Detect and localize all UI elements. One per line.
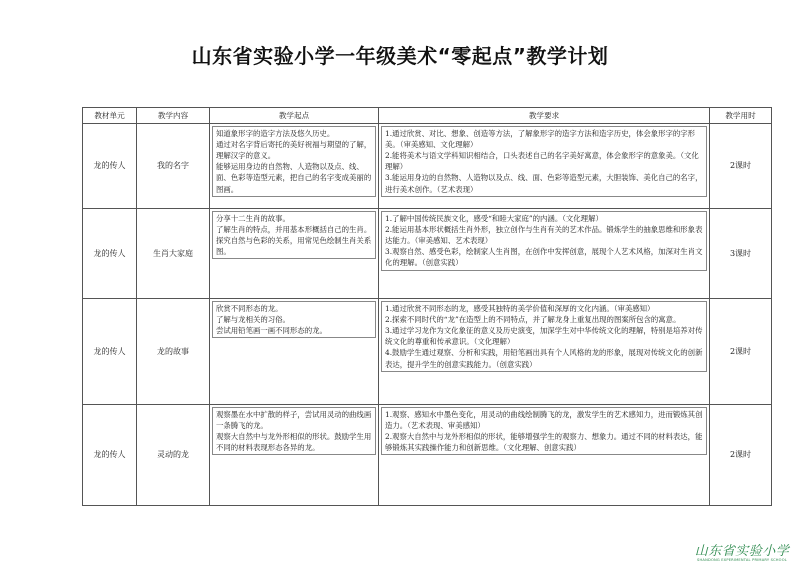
start-line: 分享十二生肖的故事。 <box>216 214 290 223</box>
time-cell: 2课时 <box>710 124 772 209</box>
header-content: 教学内容 <box>137 108 210 124</box>
unit-cell: 龙的传人 <box>83 299 137 405</box>
requirement-line: 2.能将美术与语文学科知识相结合，口头表述自己的名字美好寓意，体会象形字的意象美。（文化理解） <box>385 151 699 172</box>
school-logo-en: SHANDONG EXPERIMENTAL PRIMARY SCHOOL <box>697 558 787 562</box>
table-row <box>83 299 772 405</box>
start-line: 探究自然与色彩的关系，用常见色绘制生肖关系图。 <box>216 236 372 257</box>
header-start: 教学起点 <box>210 108 379 124</box>
school-logo <box>692 540 792 562</box>
start-line: 能够运用身边的自然物、人造物以及点、线、面、色彩等造型元素，把自己的名字变成美丽的图画。 <box>216 162 372 194</box>
start-line: 通过对名字背后寄托的美好祝福与期望的了解，理解汉字的意义。 <box>216 140 372 161</box>
teaching-plan-table <box>82 107 772 506</box>
start-line: 知道象形字的造字方法及悠久历史。 <box>216 129 335 138</box>
requirement-line: 3.能运用身边的自然物、人造物以及点、线、面、色彩等造型元素，大胆装饰、美化自己的名字，进行美术创作。（艺术表现） <box>385 173 703 194</box>
table-row <box>83 124 772 209</box>
requirement-line: 1.观察、感知水中墨色变化，用灵动的曲线绘制腾飞的龙，激发学生的艺术感知力，进而锻炼其创造力。（艺术表现、审美感知） <box>385 410 703 431</box>
time-cell: 3课时 <box>710 209 772 299</box>
header-unit: 教材单元 <box>83 108 137 124</box>
requirements-cell <box>379 124 710 209</box>
content-cell: 龙的故事 <box>137 299 210 405</box>
requirement-line: 3.观察自然、感受色彩，绘制家人生肖图，在创作中发挥创意，展现个人艺术风格，加深对生肖文化的理解。（创意实践） <box>385 247 703 268</box>
header-requirements: 教学要求 <box>379 108 710 124</box>
requirements-cell <box>379 405 710 506</box>
table-row <box>83 209 772 299</box>
requirement-line: 2.探索不同时代的“龙”在造型上的不同特点，并了解龙身上重复出现的图案所包含的寓意。 <box>385 315 681 325</box>
table-header-row <box>83 108 772 124</box>
start-line: 观察墨在水中扩散的样子，尝试用灵动的曲线画一条腾飞的龙。 <box>216 410 372 431</box>
table-row <box>83 405 772 506</box>
start-line: 欣赏不同形态的龙。 <box>216 304 283 313</box>
content-cell: 生肖大家庭 <box>137 209 210 299</box>
start-cell <box>210 299 379 405</box>
start-cell <box>210 124 379 209</box>
unit-cell: 龙的传人 <box>83 405 137 506</box>
requirement-line: 1.通过欣赏、对比、想象、创造等方法，了解象形字的造字方法和造字历史，体会象形字的字形美。（审美感知、文化理解） <box>385 129 696 150</box>
start-line: 观察大自然中与龙外形相似的形状。鼓励学生用不同的材料表现形态各异的龙。 <box>216 432 372 453</box>
requirement-line: 2.能运用基本形状概括生肖外形，独立创作与生肖有关的艺术作品。锻炼学生的抽象思维和形象表达能力。（审美感知、艺术表现） <box>385 225 703 246</box>
page-title: 山东省实验小学一年级美术“零起点”教学计划 <box>191 44 609 68</box>
start-cell <box>210 209 379 299</box>
content-cell: 我的名字 <box>137 124 210 209</box>
requirement-line: 4.鼓励学生通过观察、分析和实践，用铅笔画出具有个人风格的龙的形象，展现对传统文化的创新表达，提升学生的创意实践能力。（创意实践） <box>385 348 703 369</box>
requirement-line: 3.通过学习龙作为文化象征的意义及历史演变，加深学生对中华传统文化的理解，特别是培养对传统文化的尊重和传承意识。（文化理解） <box>385 326 703 347</box>
time-cell: 2课时 <box>710 299 772 405</box>
start-line: 了解生肖的特点，并用基本形概括自己的生肖。 <box>216 225 372 235</box>
unit-cell: 龙的传人 <box>83 124 137 209</box>
content-cell: 灵动的龙 <box>137 405 210 506</box>
start-cell <box>210 405 379 506</box>
requirements-cell <box>379 209 710 299</box>
start-line: 了解与龙相关的习俗。 <box>216 315 290 325</box>
start-line: 尝试用铅笔画一画不同形态的龙。 <box>216 326 327 336</box>
unit-cell: 龙的传人 <box>83 209 137 299</box>
requirements-cell <box>379 299 710 405</box>
requirement-line: 2.观察大自然中与龙外形相似的形状，能够增强学生的观察力、想象力。通过不同的材料表达，能够锻炼其实践操作能力和创新思维。（文化理解、创意实践） <box>385 432 703 453</box>
time-cell: 2课时 <box>710 405 772 506</box>
school-logo-cn: 山东省实验小学 <box>694 544 790 559</box>
requirement-line: 1.通过欣赏不同形态的龙，感受其独特的美学价值和深厚的文化内涵。（审美感知） <box>385 304 655 313</box>
requirement-line: 1.了解中国传统民族文化，感受“和睦大家庭”的内涵。（文化理解） <box>385 214 603 223</box>
header-time: 教学用时 <box>710 108 772 124</box>
